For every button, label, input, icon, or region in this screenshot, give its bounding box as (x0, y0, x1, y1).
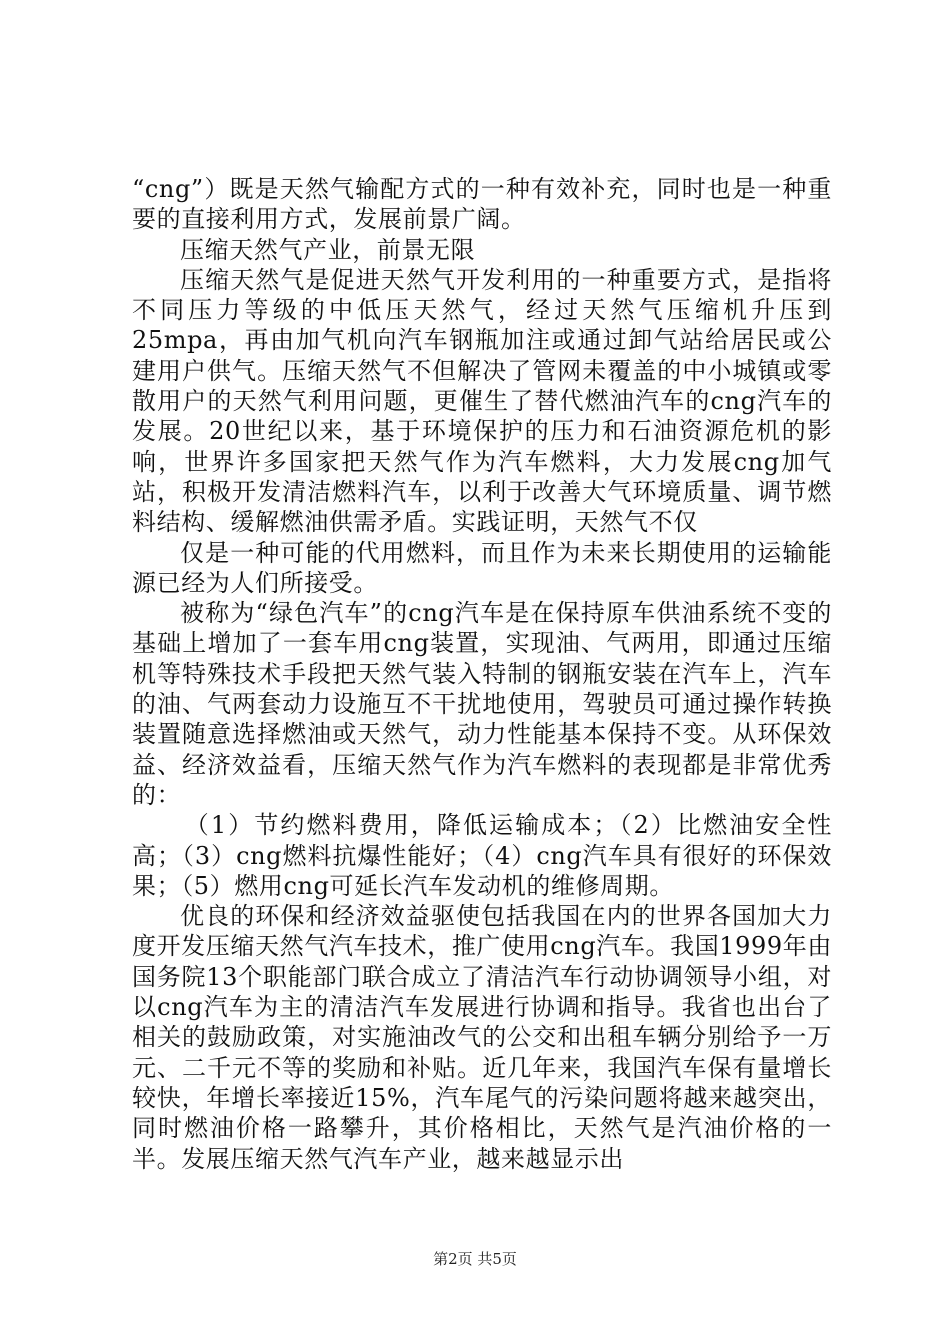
document-body (132, 174, 832, 1174)
paragraph-intro: “cng”）既是天然气输配方式的一种有效补充，同时也是一种重要的直接利用方式，发展前景广阔。 (132, 175, 832, 234)
paragraph-green-car: 被称为“绿色汽车”的cng汽车是在保持原车供油系统不变的基础上增加了一套车用cng装置，实现油、气两用，即通过压缩机等特殊技术手段把天然气装入特制的钢瓶安装在汽车上，汽车的油、气两套动力设施互不干扰地使用，驾驶员可通过操作转换装置随意选择燃油或天然气，动力性能基本保持不变。从环保效益、经济效益看，压缩天然气作为汽车燃料的表现都是非常优秀的： (132, 599, 832, 809)
section-heading: 压缩天然气产业，前景无限 (180, 235, 476, 264)
page-number: 第2页 共5页 (433, 1250, 517, 1268)
paragraph-cng-overview: 压缩天然气是促进天然气开发利用的一种重要方式，是指将不同压力等级的中低压天然气，经过天然气压缩机升压到25mpa，再由加气机向汽车钢瓶加注或通过卸气站给居民或公建用户供气。压缩天然气不但解决了管网未覆盖的中小城镇或零散用户的天然气利用问题，更催生了替代燃油汽车的cng汽车的发展。20世纪以来，基于环境保护的压力和石油资源危机的影响，世界许多国家把天然气作为汽车燃料，大力发展cng加气站，积极开发清洁燃料汽车，以利于改善大气环境质量、调节燃料结构、缓解燃油供需矛盾。实践证明，天然气不仅 (132, 265, 832, 537)
paragraph-fuel-acceptance: 仅是一种可能的代用燃料，而且作为未来长期使用的运输能源已经为人们所接受。 (132, 538, 832, 597)
paragraph-policy: 优良的环保和经济效益驱使包括我国在内的世界各国加大力度开发压缩天然气汽车技术，推广使用cng汽车。我国1999年由国务院13个职能部门联合成立了清洁汽车行动协调领导小组，对以cng汽车为主的清洁汽车发展进行协调和指导。我省也出台了相关的鼓励政策，对实施油改气的公交和出租车辆分别给予一万元、二千元不等的奖励和补贴。近几年来，我国汽车保有量增长较快，年增长率接近15%，汽车尾气的污染问题将越来越突出，同时燃油价格一路攀升，其价格相比，天然气是汽油价格的一半。发展压缩天然气汽车产业，越来越显示出 (132, 902, 832, 1173)
paragraph-benefits-list: （1）节约燃料费用，降低运输成本；（2）比燃油安全性高；（3）cng燃料抗爆性能好；（4）cng汽车具有很好的环保效果；（5）燃用cng可延长汽车发动机的维修周期。 (132, 811, 832, 900)
page-footer (0, 1248, 950, 1269)
